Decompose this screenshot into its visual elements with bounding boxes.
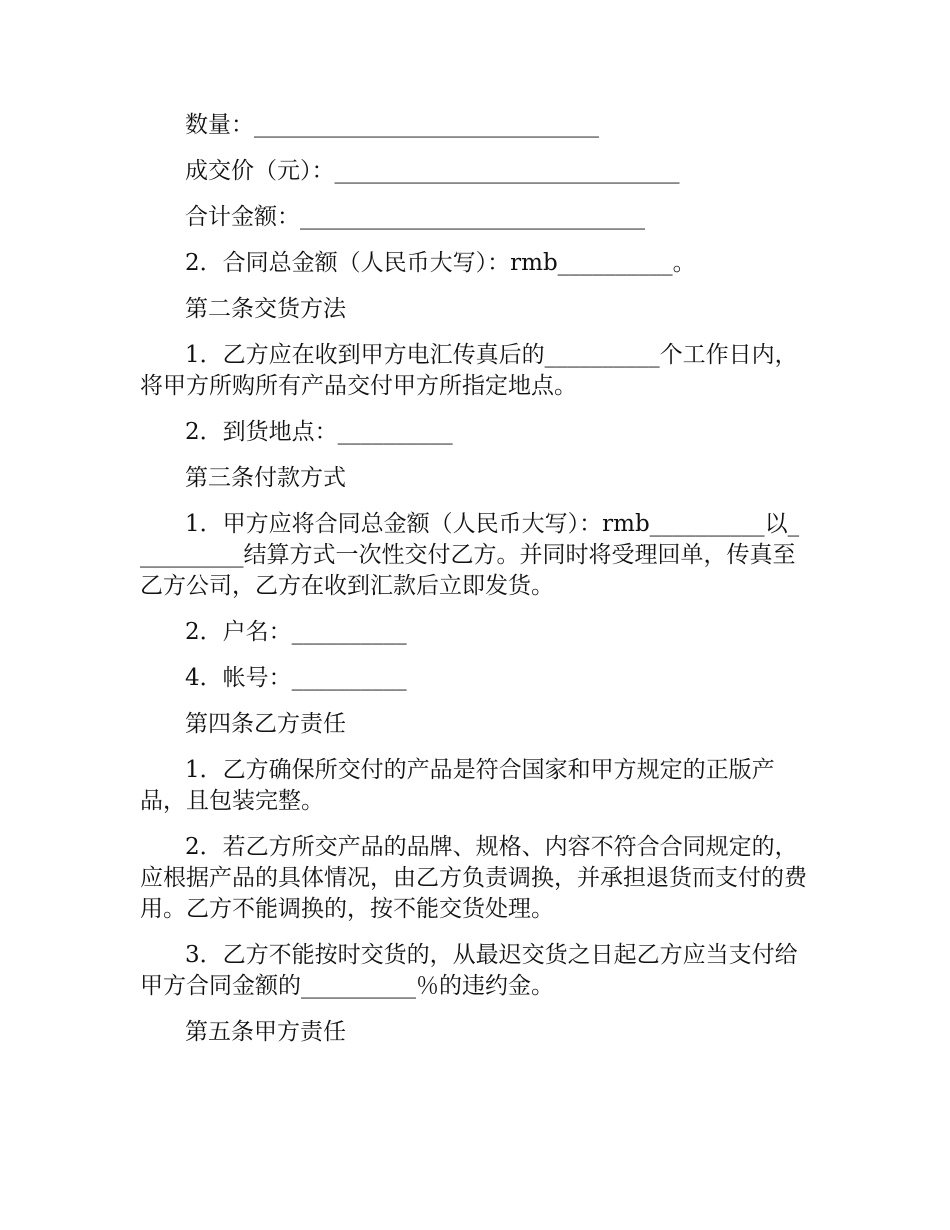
section-heading-payment: 第三条付款方式 [185, 465, 346, 491]
quantity-field-line: 数量：______________________________ [185, 112, 599, 138]
delivery-location-line: 2．到货地点：__________ [185, 419, 453, 445]
section-heading-party-a: 第五条甲方责任 [185, 1019, 346, 1045]
account-number-line: 4．帐号：__________ [185, 665, 407, 691]
account-name-line: 2．户名：__________ [185, 619, 407, 645]
payment-clause-1: 1．甲方应将合同总金额（人民币大写）：rmb__________以__________结算方式一次性交付乙方。并同时将受理回单，传真至乙方公司，乙方在收到汇款后立即发货。 [140, 511, 800, 599]
party-b-clause-3: 3．乙方不能按时交货的，从最迟交货之日起乙方应当支付给甲方合同金额的__________％的违约金。 [140, 942, 798, 999]
total-amount-field-line: 合计金额：______________________________ [185, 204, 645, 230]
section-heading-delivery: 第二条交货方法 [185, 296, 346, 322]
price-field-line: 成交价（元）：______________________________ [185, 158, 680, 184]
contract-total-clause: 2．合同总金额（人民币大写）：rmb__________。 [185, 250, 696, 276]
document-body [140, 110, 810, 1063]
section-heading-party-b: 第四条乙方责任 [185, 711, 346, 737]
party-b-clause-2: 2．若乙方所交产品的品牌、规格、内容不符合合同规定的，应根据产品的具体情况，由乙方负责调换，并承担退货而支付的费用。乙方不能调换的，按不能交货处理。 [140, 834, 807, 922]
party-b-clause-1: 1．乙方确保所交付的产品是符合国家和甲方规定的正版产品，且包装完整。 [140, 757, 775, 814]
delivery-clause-1: 1．乙方应在收到甲方电汇传真后的__________个工作日内，将甲方所购所有产品交付甲方所指定地点。 [140, 342, 798, 399]
